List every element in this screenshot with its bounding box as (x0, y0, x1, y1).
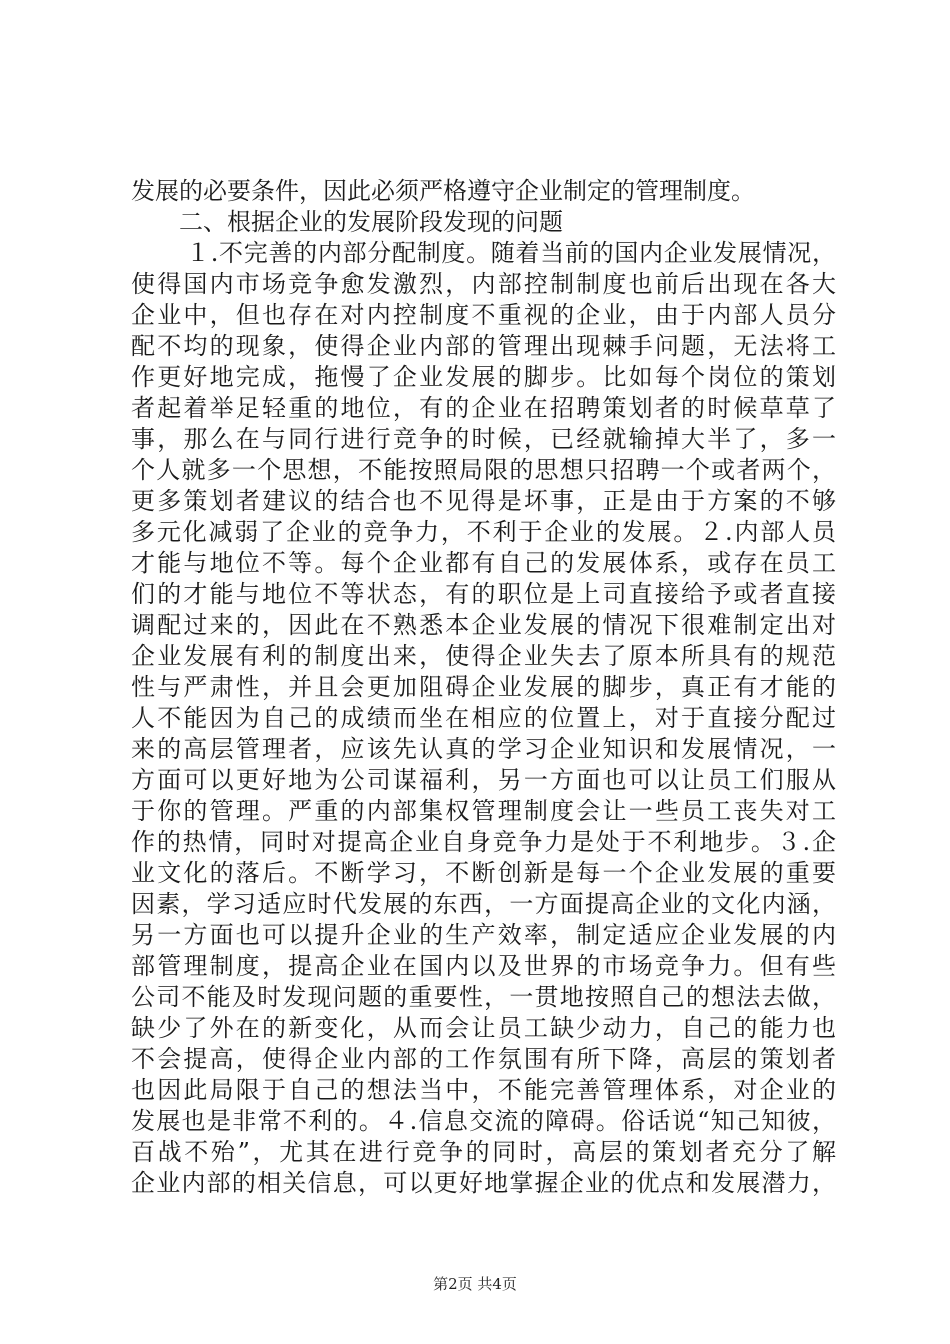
text-line: 方面可以更好地为公司谋福利，另一方面也可以让员工们服从 (131, 766, 836, 794)
text-line: 配不均的现象，使得企业内部的管理出现棘手问题，无法将工 (131, 332, 836, 360)
text-line: 使得国内市场竞争愈发激烈，内部控制制度也前后出现在各大 (131, 270, 836, 298)
text-line: 性与严肃性，并且会更加阻碍企业发展的脚步，真正有才能的 (131, 673, 836, 701)
text-line: 缺少了外在的新变化，从而会让员工缺少动力，自己的能力也 (131, 1014, 836, 1042)
text-line: 部管理制度，提高企业在国内以及世界的市场竞争力。但有些 (131, 952, 836, 980)
text-line: １.不完善的内部分配制度。随着当前的国内企业发展情况， (186, 239, 836, 267)
text-line: 另一方面也可以提升企业的生产效率，制定适应企业发展的内 (131, 921, 836, 949)
text-line: 公司不能及时发现问题的重要性，一贯地按照自己的想法去做， (131, 983, 836, 1011)
text-line: 们的才能与地位不等状态，有的职位是上司直接给予或者直接 (131, 580, 836, 608)
section-heading: 二、根据企业的发展阶段发现的问题 (179, 208, 563, 236)
text-line: 业文化的落后。不断学习，不断创新是每一个企业发展的重要 (131, 859, 836, 887)
text-line: 发展的必要条件，因此必须严格遵守企业制定的管理制度。 (131, 177, 755, 205)
text-line: 调配过来的，因此在不熟悉本企业发展的情况下很难制定出对 (131, 611, 836, 639)
text-line: 才能与地位不等。每个企业都有自己的发展体系，或存在员工 (131, 549, 836, 577)
text-line: 企业中，但也存在对内控制度不重视的企业，由于内部人员分 (131, 301, 836, 329)
text-line: 企业发展有利的制度出来，使得企业失去了原本所具有的规范 (131, 642, 836, 670)
text-line: 作更好地完成，拖慢了企业发展的脚步。比如每个岗位的策划 (131, 363, 836, 391)
text-line: 企业内部的相关信息，可以更好地掌握企业的优点和发展潜力， (131, 1169, 836, 1197)
text-line: 来的高层管理者，应该先认真的学习企业知识和发展情况，一 (131, 735, 836, 763)
text-line: 更多策划者建议的结合也不见得是坏事，正是由于方案的不够 (131, 487, 836, 515)
body-text (131, 176, 836, 1199)
text-line: 者起着举足轻重的地位，有的企业在招聘策划者的时候草草了 (131, 394, 836, 422)
text-line: 因素，学习适应时代发展的东西，一方面提高企业的文化内涵， (131, 890, 836, 918)
text-line: 发展也是非常不利的。４.信息交流的障碍。俗话说“知己知彼， (131, 1107, 836, 1135)
text-line: 不会提高，使得企业内部的工作氛围有所下降，高层的策划者 (131, 1045, 836, 1073)
page-number-footer: 第2页 共4页 (433, 1275, 517, 1293)
text-line: 作的热情，同时对提高企业自身竞争力是处于不利地步。３.企 (131, 828, 836, 856)
text-line: 多元化减弱了企业的竞争力，不利于企业的发展。２.内部人员 (131, 518, 836, 546)
text-line: 于你的管理。严重的内部集权管理制度会让一些员工丧失对工 (131, 797, 836, 825)
text-line: 也因此局限于自己的想法当中，不能完善管理体系，对企业的 (131, 1076, 836, 1104)
text-line: 人不能因为自己的成绩而坐在相应的位置上，对于直接分配过 (131, 704, 836, 732)
text-line: 百战不殆”，尤其在进行竞争的同时，高层的策划者充分了解 (131, 1138, 836, 1166)
text-line: 事，那么在与同行进行竞争的时候，已经就输掉大半了，多一 (131, 425, 836, 453)
text-line: 个人就多一个思想，不能按照局限的思想只招聘一个或者两个， (131, 456, 836, 484)
